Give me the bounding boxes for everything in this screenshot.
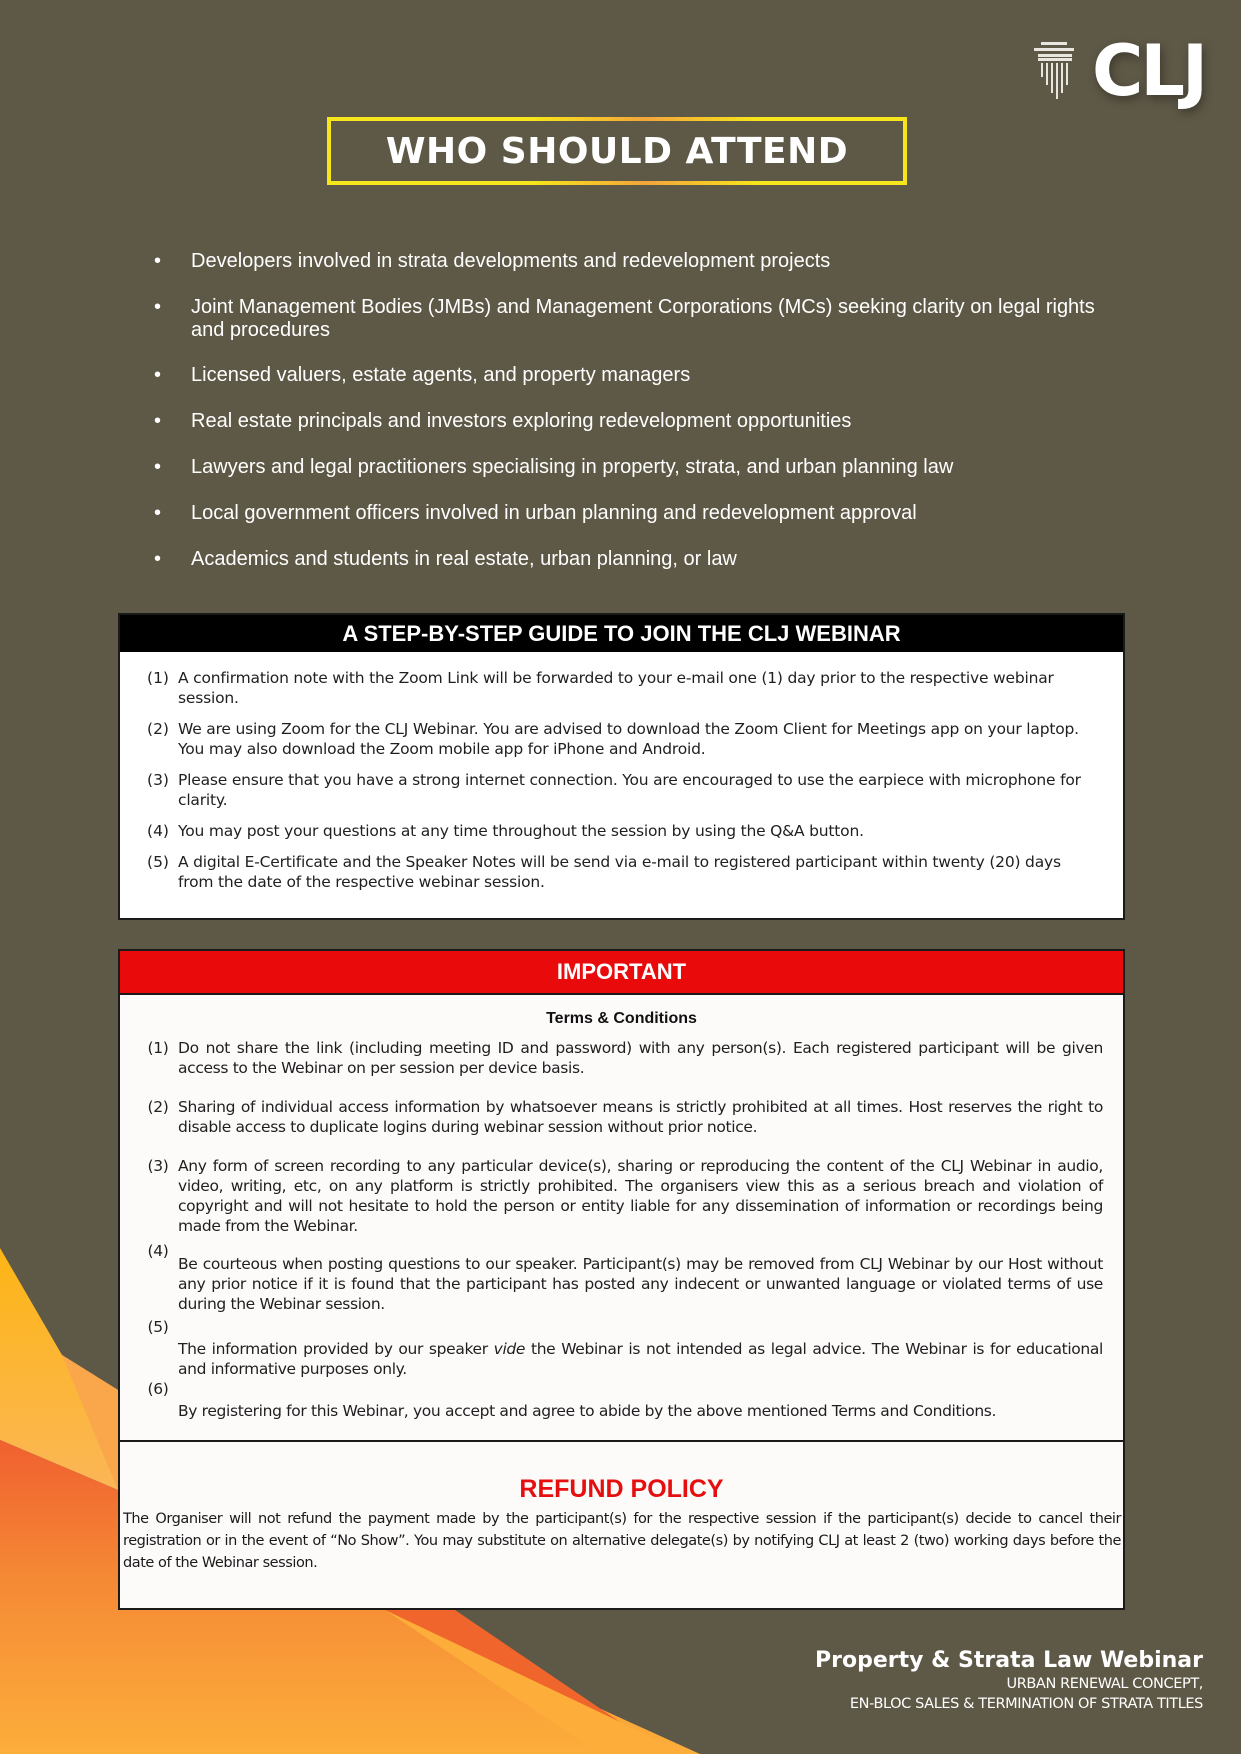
refund-policy-box: [118, 1440, 1125, 1610]
terms-list: [120, 1028, 1123, 1421]
term-item: (6) By registering for this Webinar, you accept and agree to abide by the above mentioned Terms and Conditions.: [147, 1380, 997, 1420]
guide-step: (1) A confirmation note with the Zoom Link will be forwarded to your e-mail one (1) day prior to the respective webinar session.: [147, 669, 1054, 707]
audience-list: [150, 250, 1110, 594]
list-item: • Local government officers involved in urban planning and redevelopment approval: [154, 502, 917, 524]
guide-step: (3) Please ensure that you have a strong internet connection. You are encouraged to use the earpiece with microphone for clarity.: [147, 771, 1081, 809]
refund-title: REFUND POLICY: [519, 1475, 724, 1503]
list-item: • Real estate principals and investors exploring redevelopment opportunities: [154, 410, 852, 432]
list-item: • Developers involved in strata developments and redevelopment projects: [154, 250, 831, 272]
guide-step: (4) You may post your questions at any time throughout the session by using the Q&A button.: [147, 822, 864, 840]
logo-text: CLJ: [1091, 30, 1205, 112]
footer: [815, 1648, 1203, 1714]
pillar-icon: [1032, 40, 1086, 102]
guide-step: (2) We are using Zoom for the CLJ Webinar. You are advised to download the Zoom Client for Meetings app on your laptop. You may also download the Zoom mobile app for iPhone and Android.: [147, 720, 1079, 758]
important-box: [118, 949, 1125, 1442]
list-item: • Lawyers and legal practitioners specialising in property, strata, and urban planning law: [154, 456, 954, 478]
term-item: (3) Any form of screen recording to any particular device(s), sharing or reproducing the content of the CLJ Webinar in audio, video, writing, etc, on any platform is strictly prohibited. The organisers view this as a serious breach and violation of copyright and will not hesitate to hold the person or entity liable for any dissemination of information or recordings being made from the Webinar.: [147, 1157, 1103, 1235]
guide-step: (5) A digital E-Certificate and the Speaker Notes will be send via e-mail to registered participant within twenty (20) days from the date of the respective webinar session.: [147, 853, 1061, 891]
terms-title: Terms & Conditions: [546, 1010, 697, 1027]
important-header: IMPORTANT: [120, 951, 1123, 995]
footer-subtitle-line1: URBAN RENEWAL CONCEPT,: [1006, 1676, 1203, 1692]
clj-logo: [1032, 30, 1205, 112]
list-item: • Joint Management Bodies (JMBs) and Management Corporations (MCs) seeking clarity on legal rights and procedures: [154, 296, 1095, 341]
footer-subtitle-line2: EN-BLOC SALES & TERMINATION OF STRATA TITLES: [849, 1696, 1203, 1712]
webinar-guide-box: [118, 613, 1125, 920]
guide-steps: [120, 652, 1123, 892]
footer-title: Property & Strata Law Webinar: [815, 1648, 1203, 1673]
list-item: • Licensed valuers, estate agents, and property managers: [154, 364, 691, 386]
term-item: (5) The information provided by our speaker vide the Webinar is not intended as legal advice. The Webinar is for educational and informative purposes only.: [147, 1318, 1103, 1378]
term-item: (1) Do not share the link (including meeting ID and password) with any person(s). Each registered participant will be given access to the Webinar on per session per device basis.: [147, 1039, 1103, 1077]
section-title: WHO SHOULD ATTEND: [385, 130, 849, 172]
guide-header: A STEP-BY-STEP GUIDE TO JOIN THE CLJ WEBINAR: [120, 615, 1123, 652]
list-item: • Academics and students in real estate, urban planning, or law: [154, 548, 737, 570]
who-should-attend-heading: [327, 117, 907, 185]
term-item: (4) Be courteous when posting questions to our speaker. Participant(s) may be removed from CLJ Webinar by our Host without any prior notice if it is found that the participant has posted any indecent or unwanted language or violated terms of use during the Webinar session.: [147, 1242, 1103, 1313]
refund-text: The Organiser will not refund the payment made by the participant(s) for the respective session if the participant(s) decide to cancel their registration or in the event of “No Show”. You may substitute on alternative delegate(s) by notifying CLJ at least 2 (two) working days before the date of the Webinar session.: [123, 1511, 1121, 1571]
term-item: (2) Sharing of individual access information by whatsoever means is strictly prohibited at all times. Host reserves the right to disable access to duplicate logins during webinar session without prior notice.: [147, 1098, 1103, 1136]
